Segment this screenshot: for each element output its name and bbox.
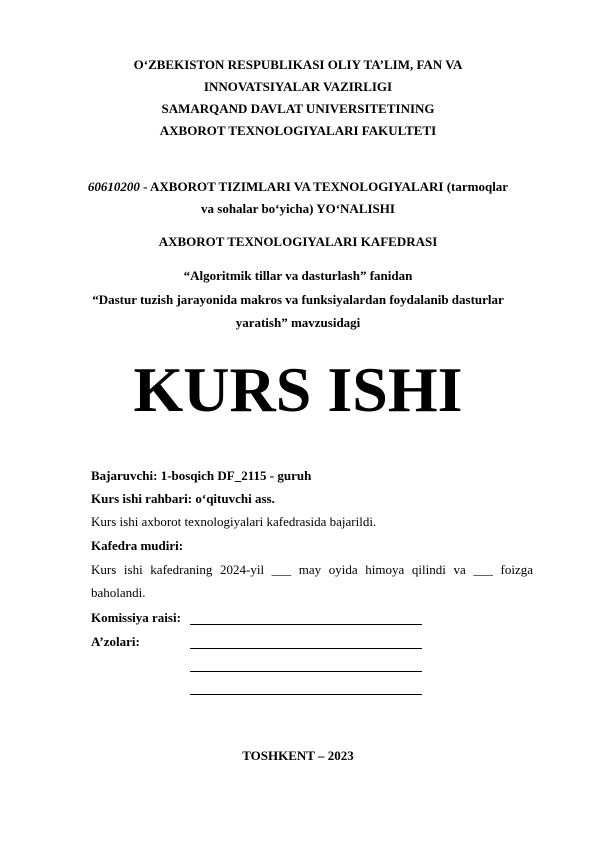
university-name: SAMARQAND DAVLAT UNIVERSITETINING bbox=[161, 101, 435, 116]
direction-line-2: va sohalar bo‘yicha) YO‘NALISHI bbox=[201, 201, 395, 216]
member-signature-line-1 bbox=[190, 648, 422, 649]
work-title: KURS ISHI bbox=[133, 354, 463, 425]
defended-line-2: baholandi. bbox=[91, 585, 146, 600]
city-year: TOSHKENT – 2023 bbox=[242, 748, 354, 763]
head-of-department-label: Kafedra mudiri: bbox=[91, 538, 184, 553]
topic-line-2: yaratish” mavzusidagi bbox=[235, 315, 361, 330]
ministry-line-2: INNOVATSIYALAR VAZIRLIGI bbox=[203, 79, 393, 94]
commission-chair-signature-line bbox=[190, 624, 422, 625]
ministry-line-1: O‘ZBEKISTON RESPUBLIKASI OLIY TA’LIM, FAN VA bbox=[133, 57, 463, 72]
members-label: A’zolari: bbox=[91, 634, 140, 649]
done-at-line: Kurs ishi axborot texnologiyalari kafedrasida bajarildi. bbox=[91, 514, 377, 529]
member-signature-line-3 bbox=[190, 694, 422, 695]
commission-chair-label: Komissiya raisi: bbox=[91, 610, 181, 625]
faculty-name: AXBOROT TEXNOLOGIYALARI FAKULTETI bbox=[159, 123, 437, 138]
performer-line: Bajaruvchi: 1-bosqich DF_2115 - guruh bbox=[91, 468, 312, 483]
topic-line-1: “Dastur tuzish jarayonida makros va funksiyalardan foydalanib dasturlar bbox=[92, 292, 504, 307]
supervisor-line: Kurs ishi rahbari: o‘qituvchi ass. bbox=[91, 491, 275, 506]
member-signature-line-2 bbox=[190, 671, 422, 672]
subject-line: “Algoritmik tillar va dasturlash” fanidan bbox=[183, 268, 413, 283]
direction-code: 60610200 bbox=[87, 179, 140, 194]
defended-line-1: Kurs ishi kafedraning 2024-yil ___ may oyida himoya qilindi va ___ foizga bbox=[91, 562, 533, 577]
direction-title: - AXBOROT TIZIMLARI VA TEXNOLOGIYALARI (tarmoqlar bbox=[139, 179, 509, 194]
department-name: AXBOROT TEXNOLOGIYALARI KAFEDRASI bbox=[158, 234, 438, 249]
direction-line-1 bbox=[60, 176, 536, 198]
